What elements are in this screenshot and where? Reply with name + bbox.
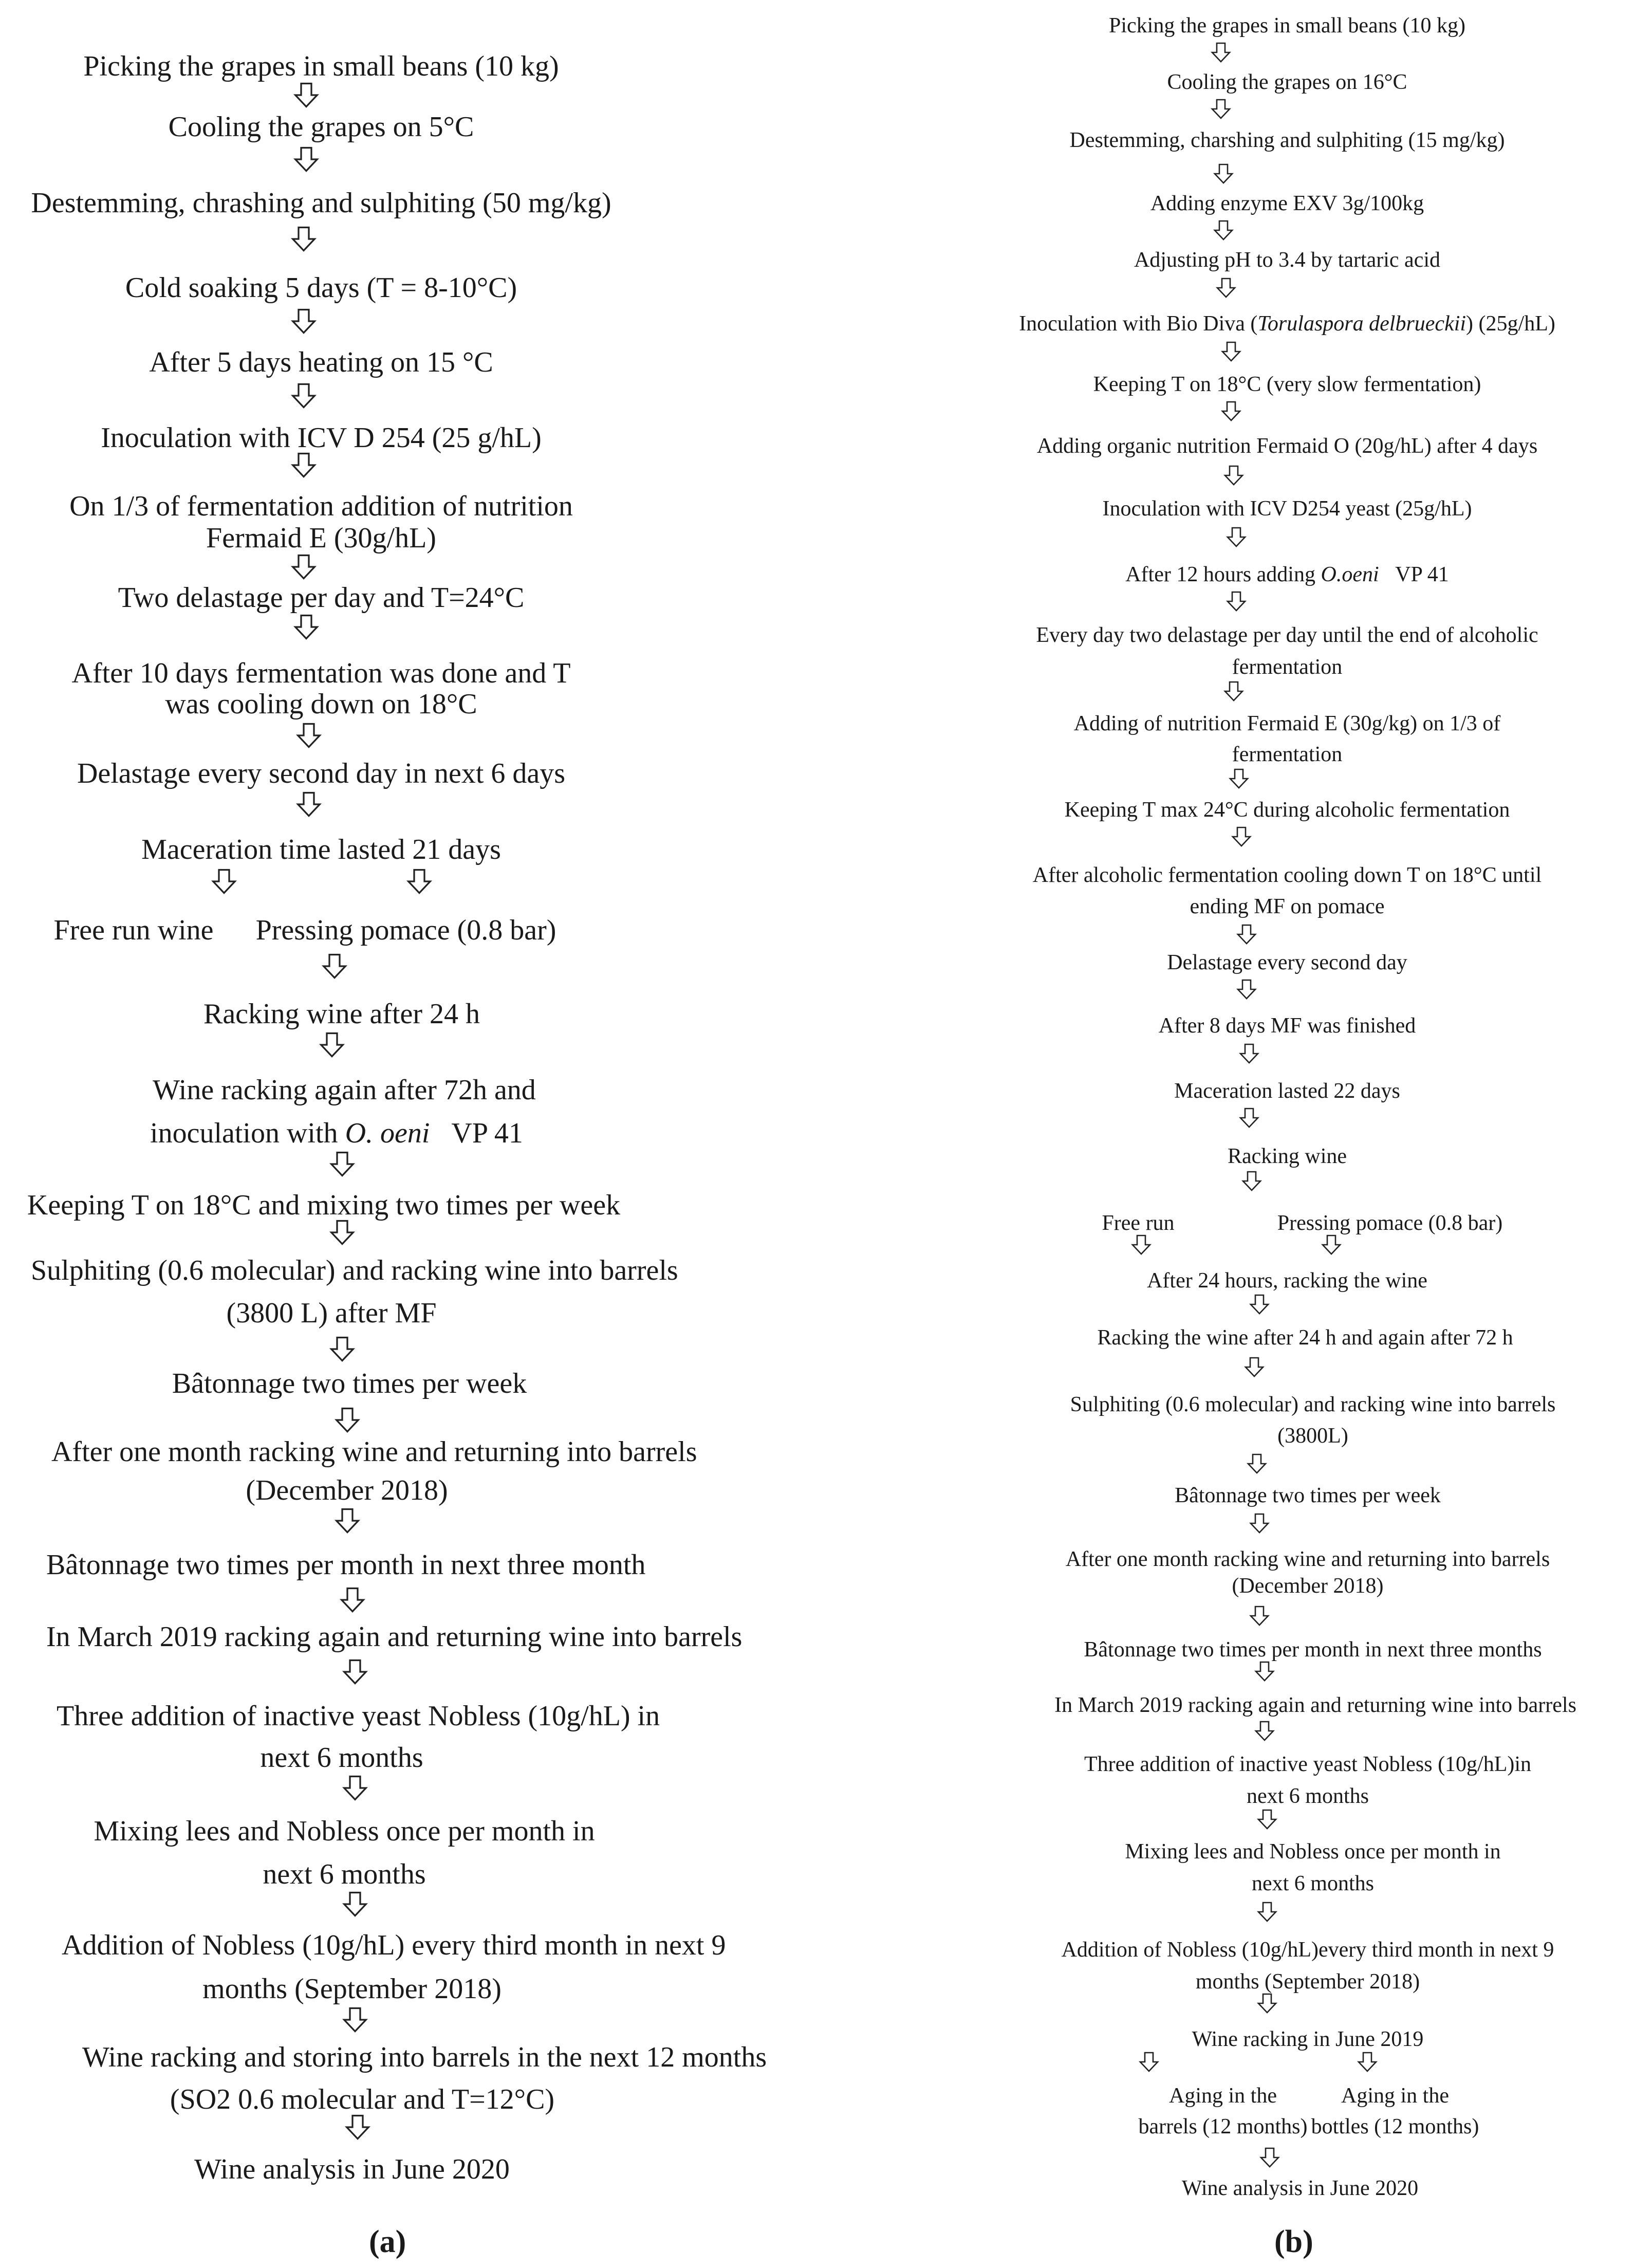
down-arrow-icon: [1256, 1993, 1278, 2014]
down-arrow-icon: [1226, 591, 1247, 612]
down-arrow-icon: [1223, 681, 1245, 702]
down-arrow-icon: [329, 1220, 356, 1245]
step-b-28: Addition of Nobless (10g/hL)every third month in next 9: [1061, 1938, 1554, 1962]
down-arrow-icon: [1210, 42, 1232, 63]
step-b-21b: (3800L): [1277, 1424, 1348, 1448]
step-a-23: Addition of Nobless (10g/hL) every third month in next 9: [62, 1929, 726, 1961]
step-a-7: On 1/3 of fermentation addition of nutrition: [69, 490, 573, 522]
step-a-10: Delastage every second day in next 6 days: [77, 758, 566, 789]
branch-pressing-b: Pressing pomace (0.8 bar): [1277, 1211, 1503, 1235]
step-a-18: After one month racking wine and returning into barrels: [51, 1436, 697, 1468]
strain-vp41-b: VP 41: [1395, 563, 1449, 586]
down-arrow-icon: [293, 614, 320, 640]
down-arrow-icon: [342, 1659, 368, 1685]
down-arrow-icon: [1246, 1453, 1268, 1474]
down-arrow-icon: [344, 2114, 371, 2140]
step-b-1: Picking the grapes in small beans (10 kg): [1108, 14, 1466, 38]
step-b-14: After alcoholic fermentation cooling down T on 18°C until: [1032, 863, 1542, 887]
down-arrow-icon: [1220, 401, 1242, 421]
down-arrow-icon: [1226, 527, 1247, 547]
step-b-6-dose: ) (25g/hL): [1466, 312, 1555, 336]
down-arrow-icon: [290, 452, 317, 478]
step-a-1: Picking the grapes in small beans (10 kg): [83, 50, 559, 82]
step-b-21: Sulphiting (0.6 molecular) and racking wine into barrels: [1070, 1393, 1556, 1416]
step-a-8: Two delastage per day and T=24°C: [118, 582, 525, 614]
down-arrow-icon: [1249, 1606, 1270, 1626]
step-a-24: Wine racking and storing into barrels in the next 12 months: [82, 2041, 767, 2073]
step-a-22: Mixing lees and Nobless once per month in: [94, 1815, 595, 1847]
down-arrow-icon: [1213, 220, 1234, 241]
step-a-14: Wine racking again after 72h and: [153, 1074, 536, 1106]
step-a-4: Cold soaking 5 days (T = 8-10°C): [125, 272, 517, 304]
down-arrow-icon: [1256, 1809, 1278, 1830]
down-arrow-icon: [1357, 2052, 1378, 2072]
branch-free-run-b: Free run: [1102, 1211, 1175, 1235]
step-b-23: After one month racking wine and returning into barrels: [1065, 1547, 1550, 1571]
step-b-25: In March 2019 racking again and returning wine into barrels: [1054, 1693, 1576, 1717]
step-b-29: Wine racking in June 2019: [1192, 2027, 1424, 2051]
down-arrow-icon: [1236, 924, 1257, 945]
down-arrow-icon: [1228, 768, 1250, 789]
step-a-21: Three addition of inactive yeast Nobless (10g/hL) in: [57, 1700, 660, 1732]
branch-pressing-a: Pressing pomace (0.8 bar): [255, 914, 556, 946]
step-b-4: Adding enzyme EXV 3g/100kg: [1150, 192, 1424, 215]
step-a-13: Racking wine after 24 h: [203, 998, 480, 1030]
step-b-31: Wine analysis in June 2020: [1181, 2177, 1419, 2200]
down-arrow-icon: [1241, 1171, 1262, 1191]
step-b-5: Adjusting pH to 3.4 by tartaric acid: [1134, 248, 1441, 272]
down-arrow-icon: [295, 723, 322, 748]
down-arrow-icon: [329, 1151, 356, 1177]
down-arrow-icon: [290, 226, 317, 252]
step-a-9b: was cooling down on 18°C: [165, 688, 477, 720]
step-b-26: Three addition of inactive yeast Nobless (10g/hL)in: [1084, 1753, 1532, 1776]
step-a-19: Bâtonnage two times per month in next three month: [46, 1549, 646, 1581]
step-b-11b: fermentation: [1232, 655, 1343, 679]
species-o-oeni-b: O.oeni: [1321, 563, 1379, 586]
aging-bottles-2: bottles (12 months): [1311, 2115, 1479, 2138]
down-arrow-icon: [293, 146, 320, 172]
down-arrow-icon: [1254, 1661, 1275, 1682]
step-a-23b: months (September 2018): [202, 1973, 502, 2005]
step-a-16: Sulphiting (0.6 molecular) and racking wine into barrels: [31, 1255, 678, 1286]
step-a-3: Destemming, chrashing and sulphiting (50 mg/kg): [31, 187, 611, 219]
step-b-16: After 8 days MF was finished: [1158, 1014, 1416, 1038]
step-b-20: Racking the wine after 24 h and again after 72 h: [1097, 1326, 1513, 1350]
down-arrow-icon: [1138, 2052, 1160, 2072]
step-b-18: Racking wine: [1227, 1145, 1347, 1168]
down-arrow-icon: [1130, 1234, 1152, 1255]
step-b-22: Bâtonnage two times per week: [1175, 1484, 1441, 1507]
caption-b: (b): [1274, 2224, 1313, 2259]
step-a-15: Keeping T on 18°C and mixing two times per week: [27, 1189, 621, 1221]
step-b-10-text: After 12 hours adding: [1125, 563, 1315, 586]
down-arrow-icon: [1231, 826, 1252, 847]
strain-vp41: VP 41: [451, 1117, 523, 1149]
step-a-14b: [31, 1115, 642, 1151]
step-b-17: Maceration lasted 22 days: [1174, 1079, 1400, 1103]
down-arrow-icon: [290, 554, 317, 580]
aging-barrels-2: barrels (12 months): [1138, 2115, 1308, 2138]
step-a-5: After 5 days heating on 15 °C: [149, 346, 493, 378]
down-arrow-icon: [1238, 1108, 1260, 1128]
species-o-oeni: O. oeni: [345, 1117, 430, 1149]
step-a-11: Maceration time lasted 21 days: [141, 834, 501, 865]
down-arrow-icon: [1249, 1294, 1270, 1315]
down-arrow-icon: [1321, 1234, 1342, 1255]
down-arrow-icon: [1254, 1721, 1275, 1741]
caption-a: (a): [369, 2224, 406, 2259]
down-arrow-icon: [1215, 278, 1237, 298]
down-arrow-icon: [1210, 99, 1232, 119]
step-a-14b-text: inoculation with: [150, 1117, 338, 1149]
down-arrow-icon: [1259, 2147, 1280, 2168]
step-b-9: Inoculation with ICV D254 yeast (25g/hL): [1102, 497, 1472, 521]
down-arrow-icon: [1238, 1043, 1260, 1064]
down-arrow-icon: [342, 1775, 368, 1801]
aging-bottles-1: Aging in the: [1341, 2084, 1449, 2108]
step-a-21b: next 6 months: [260, 1742, 423, 1774]
down-arrow-icon: [339, 1587, 366, 1613]
step-b-26b: next 6 months: [1247, 1784, 1369, 1808]
step-b-2: Cooling the grapes on 16°C: [1167, 70, 1407, 94]
species-torulaspora: Torulaspora delbrueckii: [1257, 312, 1466, 336]
down-arrow-icon: [1223, 465, 1245, 486]
step-a-9: After 10 days fermentation was done and T: [71, 657, 571, 689]
down-arrow-icon: [211, 869, 237, 894]
step-b-15: Delastage every second day: [1167, 951, 1407, 974]
down-arrow-icon: [290, 383, 317, 409]
step-a-22b: next 6 months: [263, 1858, 426, 1890]
step-a-18b: (December 2018): [246, 1474, 448, 1506]
step-b-12: Adding of nutrition Fermaid E (30g/kg) on 1/3 of: [1073, 712, 1501, 735]
step-b-3: Destemming, charshing and sulphiting (15 mg/kg): [1069, 128, 1505, 152]
down-arrow-icon: [1243, 1357, 1265, 1377]
step-b-28b: months (September 2018): [1195, 1970, 1420, 1994]
step-a-16b: (3800 L) after MF: [226, 1297, 437, 1329]
down-arrow-icon: [329, 1336, 356, 1362]
down-arrow-icon: [334, 1508, 361, 1534]
step-b-8: Adding organic nutrition Fermaid O (20g/hL) after 4 days: [1036, 434, 1538, 458]
step-b-24: Bâtonnage two times per month in next three months: [1084, 1638, 1542, 1662]
step-b-12b: fermentation: [1232, 743, 1343, 766]
step-a-2: Cooling the grapes on 5°C: [168, 111, 474, 143]
down-arrow-icon: [290, 308, 317, 334]
step-b-27: Mixing lees and Nobless once per month in: [1125, 1840, 1501, 1864]
step-b-27b: next 6 months: [1252, 1872, 1374, 1895]
step-b-7: Keeping T on 18°C (very slow fermentation): [1093, 373, 1481, 396]
down-arrow-icon: [342, 2007, 368, 2033]
step-a-17: Bâtonnage two times per week: [172, 1368, 527, 1399]
down-arrow-icon: [1236, 979, 1257, 1000]
down-arrow-icon: [1220, 341, 1242, 362]
step-a-6: Inoculation with ICV D 254 (25 g/hL): [101, 422, 542, 454]
down-arrow-icon: [1213, 163, 1234, 184]
step-b-6-text: Inoculation with Bio Diva (: [1019, 312, 1258, 336]
step-b-19: After 24 hours, racking the wine: [1147, 1269, 1427, 1293]
step-a-25: Wine analysis in June 2020: [194, 2153, 510, 2185]
down-arrow-icon: [342, 1891, 368, 1917]
down-arrow-icon: [406, 869, 433, 894]
step-a-7b: Fermaid E (30g/hL): [206, 522, 436, 554]
step-b-23b: (December 2018): [1232, 1574, 1384, 1598]
step-a-20: In March 2019 racking again and returning wine into barrels: [46, 1621, 742, 1653]
down-arrow-icon: [293, 82, 320, 108]
down-arrow-icon: [334, 1407, 361, 1433]
aging-barrels-1: Aging in the: [1169, 2084, 1277, 2108]
step-b-10: [945, 560, 1629, 589]
step-b-11: Every day two delastage per day until the end of alcoholic: [1036, 623, 1538, 647]
branch-free-run-a: Free run wine: [53, 914, 214, 946]
down-arrow-icon: [1256, 1902, 1278, 1922]
step-b-13: Keeping T max 24°C during alcoholic fermentation: [1064, 798, 1510, 822]
down-arrow-icon: [319, 1032, 345, 1058]
down-arrow-icon: [295, 791, 322, 817]
step-a-24b: (SO2 0.6 molecular and T=12°C): [170, 2083, 555, 2115]
step-b-14b: ending MF on pomace: [1190, 895, 1385, 918]
down-arrow-icon: [1249, 1513, 1270, 1534]
step-b-6: [945, 309, 1629, 338]
down-arrow-icon: [321, 953, 348, 979]
